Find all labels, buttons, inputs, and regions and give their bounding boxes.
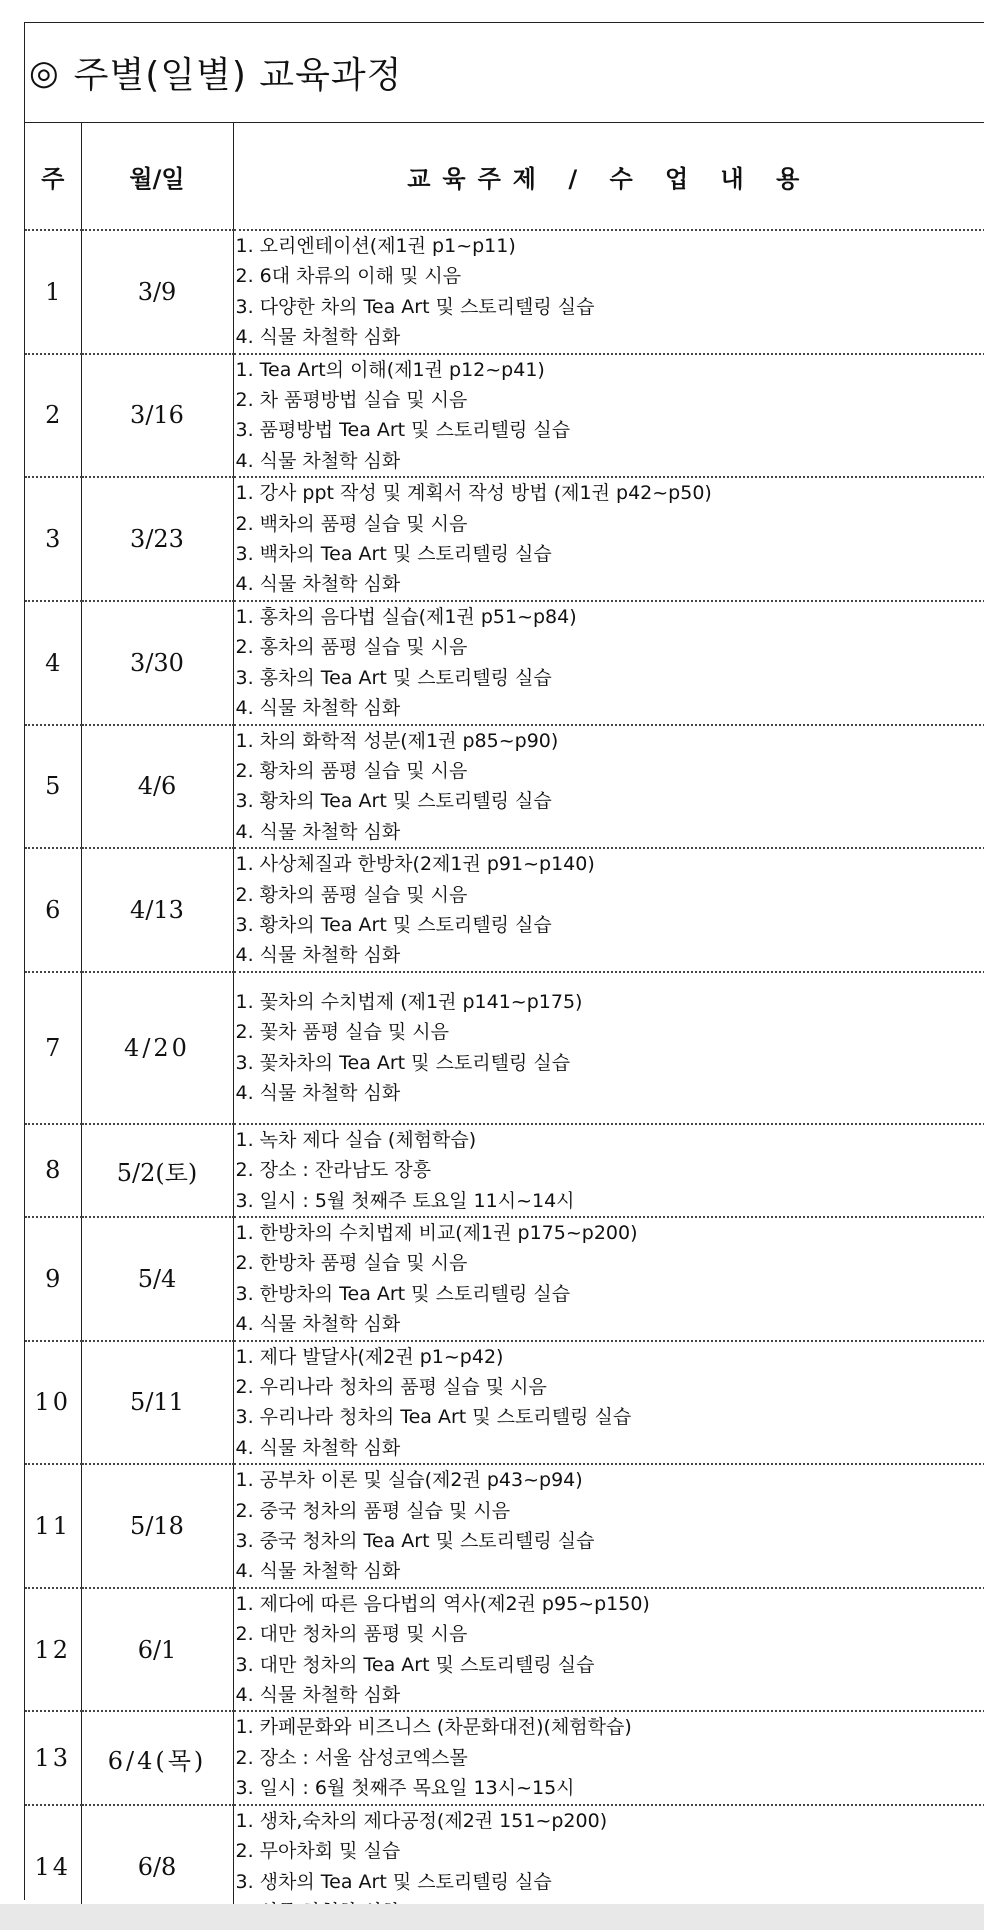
week-cell: 10 — [25, 1341, 81, 1465]
date-cell: 3/30 — [81, 601, 233, 725]
content-line: 1. 강사 ppt 작성 및 계획서 작성 방법 (제1권 p42~p50) — [235, 482, 712, 505]
content-line: 3. 황차의 Tea Art 및 스토리텔링 실습 — [235, 790, 552, 813]
date-cell: 5/2(토) — [81, 1124, 233, 1217]
content-cell — [233, 972, 984, 1124]
content-line: 1. 사상체질과 한방차(2제1권 p91~p140) — [235, 853, 595, 876]
date-cell: 3/16 — [81, 354, 233, 478]
content-cell — [233, 1124, 984, 1217]
content-line: 1. 제다 발달사(제2권 p1~p42) — [235, 1345, 504, 1368]
table-row — [25, 1711, 984, 1804]
content-line: 1. 생차,숙차의 제다공정(제2권 151~p200) — [235, 1809, 608, 1832]
content-cell — [233, 1464, 984, 1588]
table-row — [25, 230, 984, 354]
date-cell: 3/23 — [81, 477, 233, 601]
table-row — [25, 1341, 984, 1465]
content-line: 3. 생차의 Tea Art 및 스토리텔링 실습 — [235, 1870, 552, 1893]
content-line: 2. 황차의 품평 실습 및 시음 — [235, 883, 468, 906]
content-cell — [233, 1711, 984, 1804]
table-row — [25, 1464, 984, 1588]
content-cell — [233, 1588, 984, 1712]
date-cell: 6/4(목) — [81, 1711, 233, 1804]
content-line: 2. 우리나라 청차의 품평 실습 및 시음 — [235, 1376, 547, 1398]
table-row — [25, 1217, 984, 1341]
header-week: 주 — [25, 123, 81, 230]
table-row — [25, 972, 984, 1124]
week-cell: 9 — [25, 1217, 81, 1341]
content-cell — [233, 601, 984, 725]
header-topic: 교육주제 / 수 업 내 용 — [233, 123, 984, 230]
content-line: 3. 백차의 Tea Art 및 스토리텔링 실습 — [235, 543, 552, 566]
title-text: 주별(일별) 교육과정 — [73, 55, 403, 96]
content-line: 4. 식물 차철학 심화 — [235, 820, 401, 843]
date-cell: 5/18 — [81, 1464, 233, 1588]
date-cell: 5/11 — [81, 1341, 233, 1465]
content-line: 3. 다양한 차의 Tea Art 및 스토리텔링 실습 — [235, 295, 595, 318]
content-line: 1. 녹차 제다 실습 (체험학습) — [235, 1128, 477, 1151]
week-cell: 4 — [25, 601, 81, 725]
content-line: 4. 식물 차철학 심화 — [235, 449, 401, 472]
content-line: 4. 식물 차철학 심화 — [235, 573, 401, 596]
content-line: 4. 식물 차철학 심화 — [235, 326, 401, 349]
content-line: 3. 품평방법 Tea Art 및 스토리텔링 실습 — [235, 419, 571, 442]
content-line: 4. 식물 차철학 심화 — [235, 1436, 401, 1459]
week-cell: 3 — [25, 477, 81, 601]
header-row — [25, 123, 984, 230]
content-cell — [233, 1341, 984, 1465]
content-cell — [233, 725, 984, 849]
date-cell: 3/9 — [81, 230, 233, 354]
date-cell: 5/4 — [81, 1217, 233, 1341]
content-line: 4. 식물 차철학 심화 — [235, 1313, 401, 1336]
content-line: 2. 장소 : 서울 삼성코엑스몰 — [235, 1746, 468, 1769]
content-line: 1. 홍차의 음다법 실습(제1권 p51~p84) — [235, 605, 577, 628]
date-cell: 4/20 — [81, 972, 233, 1124]
content-line: 3. 꽃차차의 Tea Art 및 스토리텔링 실습 — [235, 1051, 571, 1074]
content-line: 3. 우리나라 청차의 Tea Art 및 스토리텔링 실습 — [235, 1406, 632, 1429]
content-line: 1. 한방차의 수치법제 비교(제1권 p175~p200) — [235, 1221, 638, 1244]
content-line: 2. 중국 청차의 품평 실습 및 시음 — [235, 1499, 511, 1522]
date-cell: 6/1 — [81, 1588, 233, 1712]
content-line: 2. 장소 : 잔라남도 장흥 — [235, 1159, 432, 1182]
date-cell: 6/8 — [81, 1805, 233, 1929]
week-cell: 6 — [25, 848, 81, 972]
content-cell — [233, 1217, 984, 1341]
content-line: 2. 꽃차 품평 실습 및 시음 — [235, 1021, 450, 1044]
week-cell: 14 — [25, 1805, 81, 1929]
content-line: 3. 일시 : 5월 첫째주 토요일 11시~14시 — [235, 1189, 575, 1212]
week-cell: 11 — [25, 1464, 81, 1588]
content-cell — [233, 354, 984, 478]
curriculum-document — [24, 22, 984, 1900]
table-row — [25, 1124, 984, 1217]
schedule-rows — [25, 230, 984, 1928]
content-line: 2. 6대 차류의 이해 및 시음 — [235, 265, 462, 288]
table-row — [25, 725, 984, 849]
content-line: 4. 식물 차철학 심화 — [235, 1560, 401, 1583]
content-line: 4. 식물 차철학 심화 — [235, 944, 401, 967]
table-row — [25, 354, 984, 478]
content-line: 1. Tea Art의 이해(제1권 p12~p41) — [235, 358, 545, 381]
date-cell: 4/6 — [81, 725, 233, 849]
content-cell — [233, 477, 984, 601]
table-row — [25, 477, 984, 601]
content-line: 2. 황차의 품평 실습 및 시음 — [235, 759, 468, 782]
content-line: 3. 중국 청차의 Tea Art 및 스토리텔링 실습 — [235, 1530, 595, 1553]
content-line: 3. 한방차의 Tea Art 및 스토리텔링 실습 — [235, 1282, 571, 1305]
table-row — [25, 848, 984, 972]
date-cell: 4/13 — [81, 848, 233, 972]
schedule-table — [25, 123, 984, 1929]
week-cell: 7 — [25, 972, 81, 1124]
week-cell: 5 — [25, 725, 81, 849]
content-line: 4. 식물 차철학 심화 — [235, 697, 401, 720]
page-footer-bar — [0, 1904, 984, 1930]
week-cell: 8 — [25, 1124, 81, 1217]
content-line: 2. 대만 청차의 품평 및 시음 — [235, 1623, 468, 1646]
week-cell: 1 — [25, 230, 81, 354]
content-line: 1. 오리엔테이션(제1권 p1~p11) — [235, 235, 516, 257]
content-line: 3. 홍차의 Tea Art 및 스토리텔링 실습 — [235, 666, 552, 689]
content-line: 3. 대만 청차의 Tea Art 및 스토리텔링 실습 — [235, 1653, 595, 1676]
content-line: 1. 꽃차의 수치법제 (제1권 p141~p175) — [235, 990, 583, 1013]
content-line: 1. 제다에 따른 음다법의 역사(제2권 p95~p150) — [235, 1592, 650, 1615]
week-cell: 12 — [25, 1588, 81, 1712]
double-circle-icon: ◎ — [29, 52, 60, 93]
content-line: 2. 백차의 품평 실습 및 시음 — [235, 512, 468, 535]
content-line: 4. 식물 차철학 심화 — [235, 1684, 401, 1707]
table-row — [25, 601, 984, 725]
content-line: 1. 공부차 이론 및 실습(제2권 p43~p94) — [235, 1469, 583, 1492]
content-line: 1. 차의 화학적 성분(제1권 p85~p90) — [235, 729, 559, 752]
content-line: 4. 식물 차철학 심화 — [235, 1082, 401, 1105]
content-line: 2. 차 품평방법 실습 및 시음 — [235, 389, 468, 412]
content-line: 2. 무아차회 및 실습 — [235, 1840, 401, 1863]
week-cell: 13 — [25, 1711, 81, 1804]
week-cell: 2 — [25, 354, 81, 478]
content-line: 2. 홍차의 품평 실습 및 시음 — [235, 636, 468, 659]
content-line: 3. 황차의 Tea Art 및 스토리텔링 실습 — [235, 913, 552, 936]
content-line: 3. 일시 : 6월 첫째주 목요일 13시~15시 — [235, 1777, 575, 1800]
content-line: 1. 카페문화와 비즈니스 (차문화대전)(체험학습) — [235, 1716, 632, 1739]
table-row — [25, 1588, 984, 1712]
header-date: 월/일 — [81, 123, 233, 230]
content-line: 2. 한방차 품평 실습 및 시음 — [235, 1252, 468, 1275]
content-cell — [233, 230, 984, 354]
content-cell — [233, 848, 984, 972]
document-title — [25, 23, 984, 123]
